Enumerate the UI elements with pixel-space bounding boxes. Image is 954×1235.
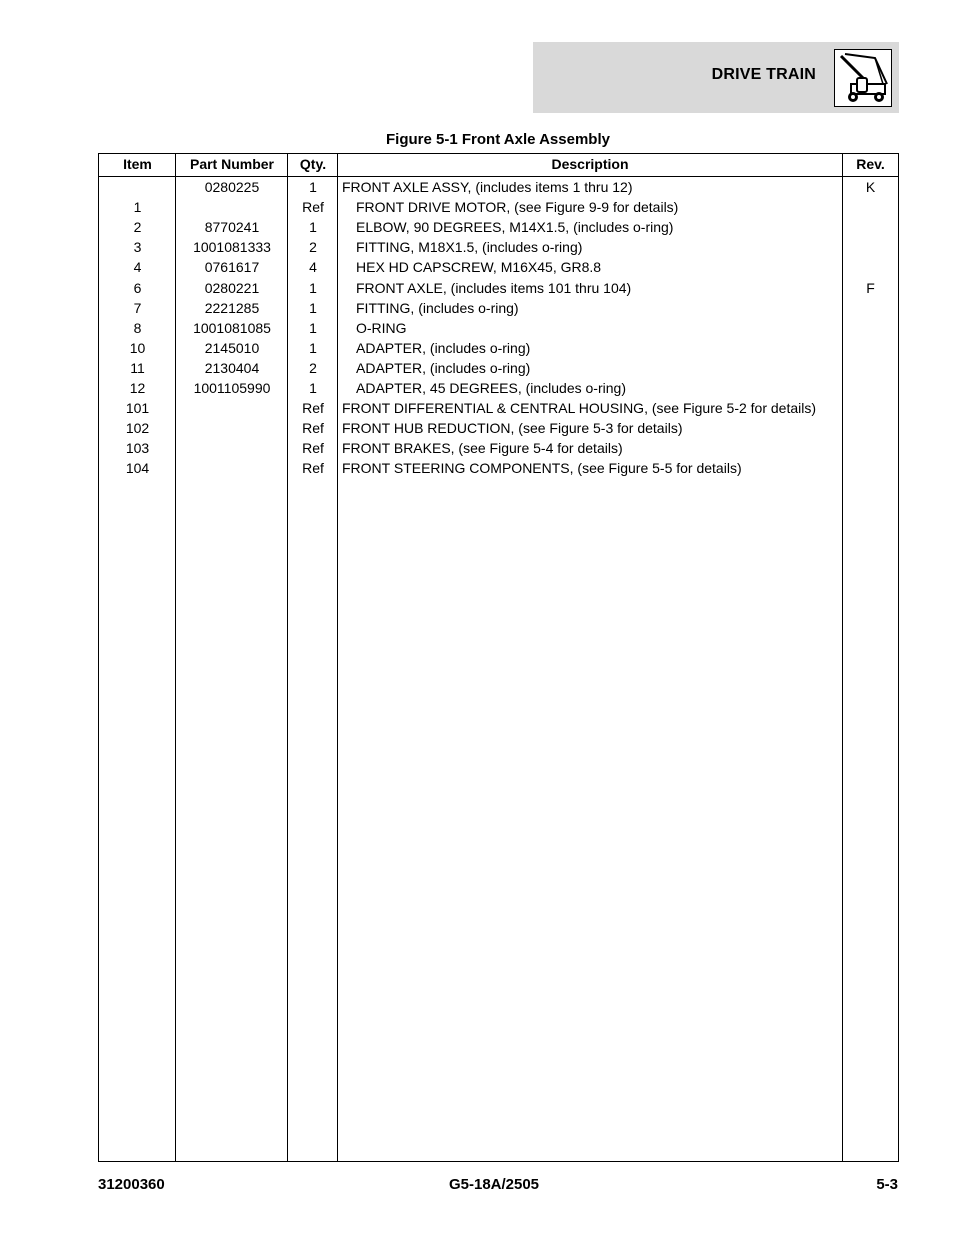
row-revision [843,197,898,217]
row-description: O-RING [356,319,407,336]
row-quantity: 2 [309,359,317,376]
row-revision [843,217,898,237]
row-part-number: 0280225 [204,179,260,195]
row-quantity: 1 [309,299,317,316]
row-revision [843,458,898,478]
row-revision: F [866,279,875,296]
row-part-number [176,398,288,418]
row-part-number: 0280221 [204,279,260,296]
row-quantity: 1 [309,279,317,296]
table-row [99,278,898,298]
row-part-number: 1001105990 [193,380,271,396]
table-row [99,358,898,378]
table-row [99,197,898,217]
row-quantity: 1 [309,319,317,336]
table-row [99,298,898,318]
row-description: FITTING, (includes o-ring) [356,299,519,316]
row-description: FRONT AXLE, (includes items 101 thru 104) [356,279,632,296]
row-item-number: 12 [129,380,146,396]
row-description: FRONT BRAKES, (see Figure 5-4 for details) [342,440,623,457]
row-part-number [176,418,288,438]
row-item-number [99,177,176,197]
row-description: FRONT HUB REDUCTION, (see Figure 5-3 for details) [342,420,683,437]
row-description: FRONT AXLE ASSY, (includes items 1 thru 12) [342,179,633,195]
row-revision [843,398,898,418]
row-description: FRONT STEERING COMPONENTS, (see Figure 5-5 for details) [342,460,742,477]
row-description: HEX HD CAPSCREW, M16X45, GR8.8 [356,259,602,276]
row-quantity: 4 [309,259,317,276]
row-description: FRONT DIFFERENTIAL & CENTRAL HOUSING, (see Figure 5-2 for details) [342,400,817,417]
row-part-number: 2130404 [204,359,260,376]
table-row [99,438,898,458]
row-item-number: 1 [133,199,142,216]
row-revision [843,438,898,458]
row-description: ADAPTER, (includes o-ring) [356,339,531,356]
table-row [99,217,898,237]
row-part-number [176,438,288,458]
figure-title: Figure 5-1 Front Axle Assembly [386,131,610,148]
row-part-number: 8770241 [204,219,260,236]
row-description: ADAPTER, (includes o-ring) [356,359,531,376]
footer-doc-number: 31200360 [98,1176,165,1193]
row-revision [843,358,898,378]
row-description: FITTING, M18X1.5, (includes o-ring) [356,239,583,256]
row-quantity: Ref [302,420,324,437]
row-item-number: 102 [125,420,150,437]
row-item-number: 2 [133,219,142,236]
row-item-number: 101 [125,400,150,417]
drive-train-vehicle-icon [834,49,892,107]
table-row [99,378,898,398]
header-qty: Qty. [299,156,327,172]
row-item-number: 10 [129,339,146,356]
table-row [99,418,898,438]
row-quantity: 1 [309,339,317,356]
row-item-number: 8 [133,319,142,336]
table-row [99,458,898,478]
section-title: DRIVE TRAIN [711,66,816,83]
table-row [99,398,898,418]
row-item-number: 6 [133,279,142,296]
row-item-number: 103 [125,440,150,457]
table-row [99,318,898,338]
table-row [99,177,898,197]
row-description: ELBOW, 90 DEGREES, M14X1.5, (includes o-ring) [356,219,674,236]
footer-page-number: 5-3 [876,1176,898,1193]
row-revision [843,298,898,318]
row-part-number: 2221285 [204,299,260,316]
row-quantity: 1 [309,179,317,195]
row-revision: K [865,179,876,195]
row-part-number [176,197,288,217]
header-part-number: Part Number [189,156,275,172]
row-revision [843,338,898,358]
row-quantity: Ref [302,460,324,477]
row-quantity: Ref [302,199,324,216]
footer-model: G5-18A/2505 [448,1176,540,1193]
table-row [99,257,898,277]
row-part-number: 1001081333 [193,239,271,256]
row-part-number [176,458,288,478]
row-description: ADAPTER, 45 DEGREES, (includes o-ring) [356,380,626,396]
parts-table [98,153,899,1162]
table-header-row [99,154,898,177]
header-item: Item [123,156,152,172]
row-item-number: 11 [130,359,145,376]
table-row [99,237,898,257]
row-revision [843,318,898,338]
row-revision [843,378,898,398]
row-revision [843,257,898,277]
row-quantity: 1 [309,219,317,236]
row-revision [843,237,898,257]
section-header-band [533,42,899,113]
row-quantity: 1 [309,380,317,396]
row-quantity: 2 [309,239,317,256]
row-revision [843,418,898,438]
row-part-number: 2145010 [204,339,260,356]
row-item-number: 3 [133,239,142,256]
table-row [99,338,898,358]
row-item-number: 7 [133,299,142,316]
row-part-number: 1001081085 [193,319,271,336]
row-item-number: 4 [133,259,142,276]
row-item-number: 104 [125,460,150,477]
row-quantity: Ref [302,400,324,417]
header-description: Description [551,156,629,172]
row-quantity: Ref [302,440,324,457]
header-rev: Rev. [856,156,885,172]
row-part-number: 0761617 [204,259,260,276]
row-description: FRONT DRIVE MOTOR, (see Figure 9-9 for details) [356,199,679,216]
